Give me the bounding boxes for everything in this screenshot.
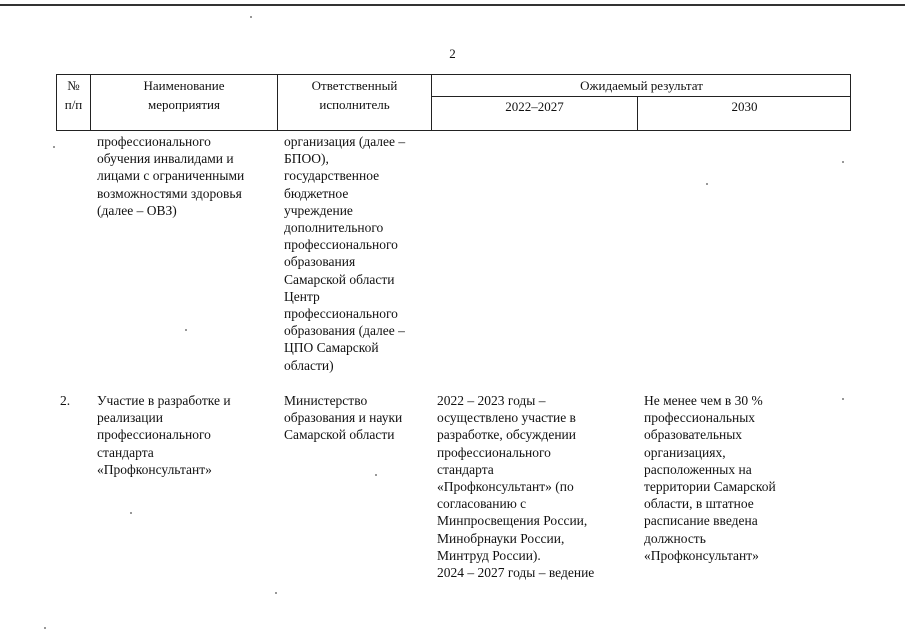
text-line: расписание введена [644,513,758,529]
scan-speck [250,16,252,18]
header-period-2030: 2030 [731,99,758,114]
scan-speck [706,183,708,185]
header-num [57,76,90,114]
text-line: БПОО), [284,151,329,167]
text-line: области) [284,357,334,373]
text-line: «Профконсультант» (по [437,479,574,495]
row-2-responsible [284,392,402,444]
text-line: учреждение [284,202,353,218]
row-2-number: 2. [60,393,71,408]
scan-top-border [0,4,905,6]
text-line: «Профконсультант» [644,547,759,563]
text-line: образования [284,254,356,270]
row-2-result-2030 [644,392,776,564]
scan-speck [185,329,187,331]
text-line: профессионального [97,427,211,443]
text-line: лицами с ограниченными [97,168,245,184]
row-continued-responsible [284,133,405,374]
text-line: образовательных [644,427,743,443]
text-line: осуществлено участие в [437,410,576,426]
text-line: образования (далее – [284,323,405,339]
text-line: профессионального [437,444,551,460]
row-2-name [97,392,231,478]
text-line: 2024 – 2027 годы – ведение [437,565,595,581]
header-resp-line2: исполнитель [319,97,390,112]
text-line: обучения инвалидами и [97,151,234,167]
table-header [56,74,851,131]
text-line: Минпросвещения России, [437,513,588,529]
scan-speck [275,592,277,594]
text-line: образования и науки [284,410,403,426]
text-line: должность [644,530,706,546]
text-line: Минобрнауки России, [437,530,565,546]
scan-speck [842,398,844,400]
page-number: 2 [449,46,456,61]
header-num-line2: п/п [64,97,83,112]
text-line: согласованию с [437,496,527,512]
row-continued-name [97,133,244,219]
text-line: расположенных на [644,461,752,477]
text-line: дополнительного [284,220,384,236]
text-line: Минтруд России). [437,547,541,563]
text-line: ЦПО Самарской [284,340,379,356]
text-line: Участие в разработке и [97,393,231,408]
text-line: стандарта [437,461,494,477]
text-line: Центр [284,288,320,304]
header-name [91,76,277,114]
header-period-2022-2027: 2022–2027 [505,99,564,114]
header-responsible [278,76,431,114]
text-line: организациях, [644,444,726,460]
header-name-line2: мероприятия [147,97,220,112]
text-line: Министерство [284,393,368,408]
scan-speck [842,161,844,163]
text-line: профессиональных [644,410,756,426]
text-line: области, в штатное [644,496,754,512]
text-line: Самарской области [284,271,395,287]
text-line: профессионального [97,134,211,149]
text-line: Не менее чем в 30 % [644,393,763,408]
text-line: организация (далее – [284,134,406,149]
row-2-result-2022-2027 [437,392,594,581]
text-line: реализации [97,410,163,426]
scan-speck [53,146,55,148]
text-line: возможностями здоровья [97,185,242,201]
text-line: государственное [284,168,380,184]
text-line: профессионального [284,237,398,253]
header-name-line1: Наименование [143,78,225,93]
text-line: разработке, обсуждении [437,427,576,443]
scan-speck [44,627,46,629]
text-line: стандарта [97,444,154,460]
scan-speck [130,512,132,514]
text-line: (далее – ОВЗ) [97,202,177,218]
text-line: профессионального [284,306,398,322]
text-line: территории Самарской [644,479,776,495]
header-resp-line1: Ответственный [311,78,398,93]
text-line: 2022 – 2023 годы – [437,393,546,408]
text-line: «Профконсультант» [97,461,212,477]
scan-speck [375,474,377,476]
text-line: бюджетное [284,185,349,201]
header-expected-result: Ожидаемый результат [580,78,703,93]
header-num-line1: № [67,78,80,93]
text-line: Самарской области [284,427,395,443]
